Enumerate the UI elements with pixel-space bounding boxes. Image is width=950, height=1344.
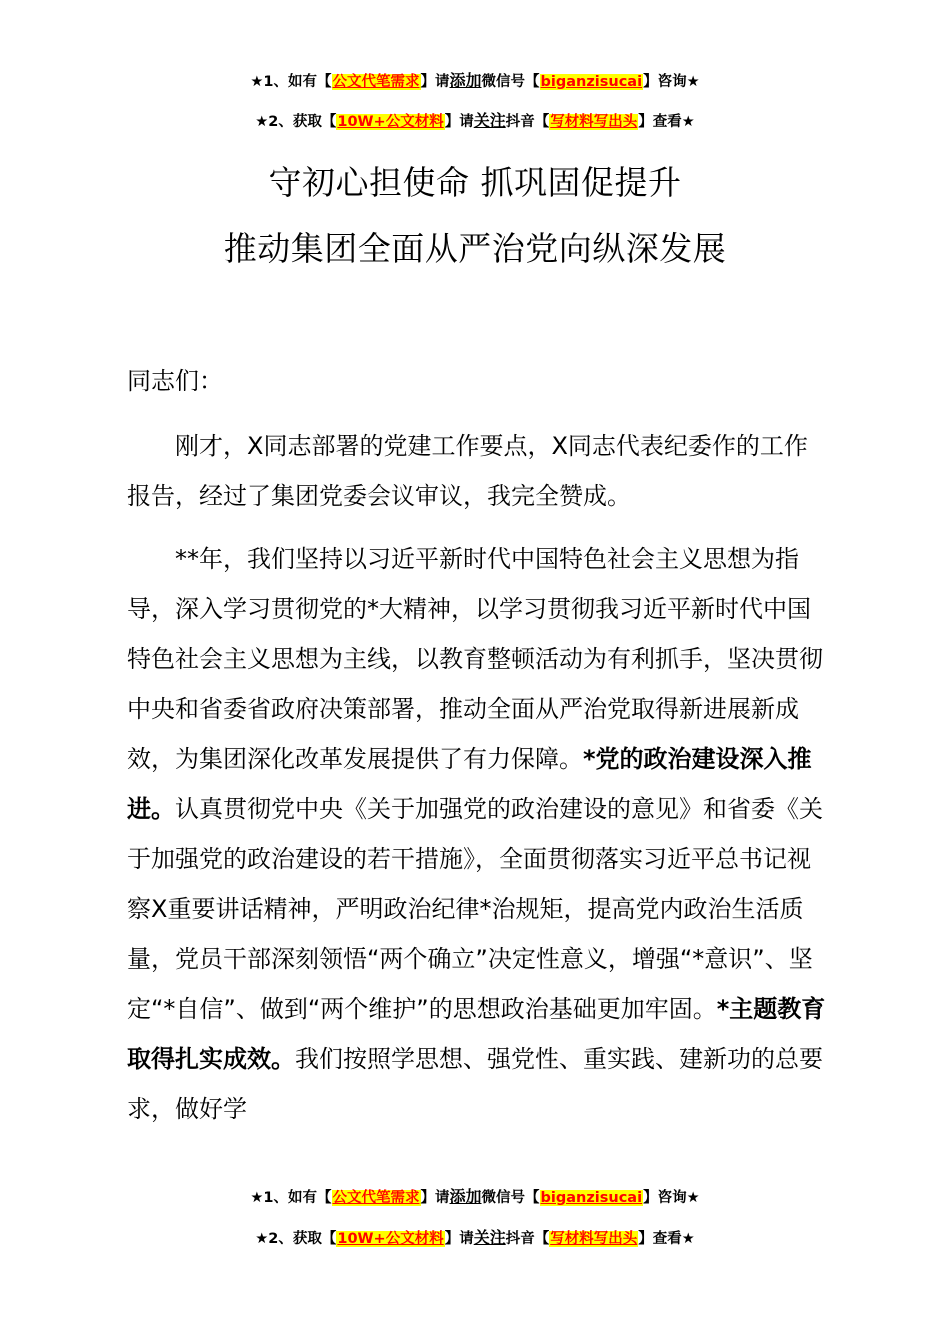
promo-highlight: 10W+公文材料 <box>337 114 444 130</box>
body-paragraph-1: 刚才，X同志部署的党建工作要点，X同志代表纪委作的工作报告，经过了集团党委会议审议，我完全赞成。 <box>127 432 808 510</box>
promo-footer-line-2 <box>0 1227 950 1250</box>
bold-heading: *主题教育取得扎实成效。 <box>127 995 826 1073</box>
promo-text: 】咨询★ <box>643 74 700 90</box>
promo-underlined: 关注 <box>473 1228 506 1247</box>
promo-wechat-id: biganzisucai <box>540 1190 643 1206</box>
promo-underlined: 添加 <box>449 71 482 90</box>
promo-footer-line-1 <box>0 1186 950 1209</box>
promo-wechat-id: biganzisucai <box>540 74 643 90</box>
promo-text: 抖音【 <box>505 114 550 130</box>
promo-text: 】请 <box>444 114 474 130</box>
promo-text: 】查看★ <box>638 1231 695 1247</box>
promo-text: 】请 <box>420 74 450 90</box>
paragraph-text: **年，我们坚持以习近平新时代中国特色社会主义思想为指导，深入学习贯彻党的*大精神，以学习贯彻我习近平新时代中国特色社会主义思想为主线，以教育整顿活动为有利抓手，坚决贯彻中央和省委省政府决策部署，推动全面从严治党取得新进展新成效，为集团深化改革发展提供了有力保障。 <box>127 545 823 773</box>
promo-text: 】请 <box>420 1190 450 1206</box>
paragraph-text: 认真贯彻党中央《关于加强党的政治建设的意见》和省委《关于加强党的政治建设的若干措施》，全面贯彻落实习近平总书记视察X重要讲话精神，严明政治纪律*治规矩，提高党内政治生活质量，党员干部深刻领悟“两个确立”决定性意义，增强“*意识”、坚定“*自信”、做到“两个维护”的思想政治基础更加牢固。 <box>127 795 823 1023</box>
promo-text: ★1、如有【 <box>250 1190 332 1206</box>
promo-text: 】咨询★ <box>643 1190 700 1206</box>
promo-text: ★1、如有【 <box>250 74 332 90</box>
promo-text: 】请 <box>444 1231 474 1247</box>
bold-heading: *党的政治建设深入推进。 <box>127 745 812 823</box>
document-title-line-2: 推动集团全面从严治党向纵深发展 <box>223 229 727 268</box>
promo-highlight: 公文代笔需求 <box>332 74 420 90</box>
promo-douyin-account: 写材料写出头 <box>550 114 638 130</box>
promo-text: 微信号【 <box>481 74 540 90</box>
document-title-line-1: 守初心担使命 抓巩固促提升 <box>268 163 682 202</box>
promo-text: 微信号【 <box>481 1190 540 1206</box>
promo-douyin-account: 写材料写出头 <box>550 1231 638 1247</box>
salutation: 同志们： <box>127 367 223 395</box>
promo-underlined: 添加 <box>449 1187 482 1206</box>
paragraph-text: 我们按照学思想、强党性、重实践、建新功的总要求，做好学 <box>127 1045 823 1123</box>
promo-highlight: 10W+公文材料 <box>337 1231 444 1247</box>
promo-underlined: 关注 <box>473 111 506 130</box>
promo-text: ★2、获取【 <box>255 1231 337 1247</box>
promo-highlight: 公文代笔需求 <box>332 1190 420 1206</box>
promo-header-line-1 <box>0 70 950 93</box>
promo-text: 】查看★ <box>638 114 695 130</box>
body-paragraph-2 <box>127 534 827 1134</box>
promo-text: 抖音【 <box>505 1231 550 1247</box>
promo-header-line-2 <box>0 110 950 133</box>
promo-text: ★2、获取【 <box>255 114 337 130</box>
